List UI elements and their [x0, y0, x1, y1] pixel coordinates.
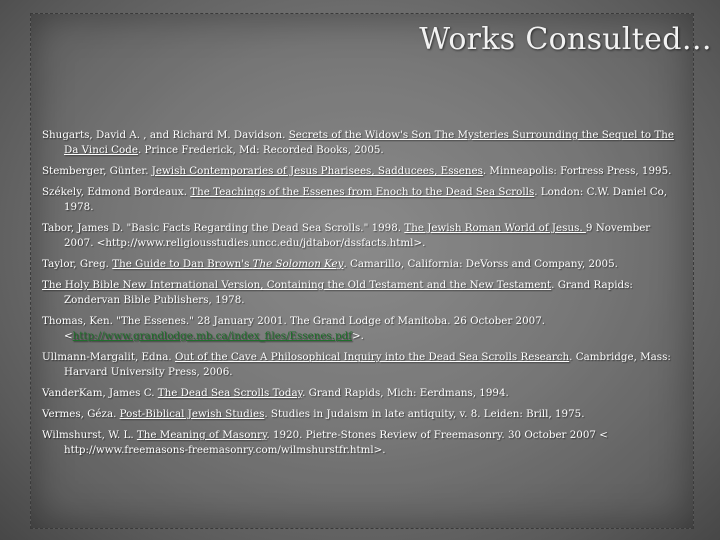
- reference-item: [42, 164, 678, 179]
- ref-text: . Studies in Judaism in late antiquity, v. 8. Leiden: Brill, 1975.: [264, 408, 585, 420]
- ref-title: The Teachings of the Essenes from Enoch to the Dead Sea Scrolls: [190, 186, 535, 198]
- ref-title: The Jewish Roman World of Jesus.: [404, 222, 586, 234]
- reference-item: [42, 314, 678, 344]
- ref-text: . Cambridge, Mass: Harvard University Press, 2006.: [64, 351, 671, 378]
- slide-title: Works Consulted…: [419, 22, 712, 57]
- ref-title: The Dead Sea Scrolls Today: [157, 387, 303, 399]
- ref-text: . London: C.W. Daniel Co, 1978.: [64, 186, 668, 213]
- ref-title: Jewish Contemporaries of Jesus Pharisees, Sadducees, Essenes: [151, 165, 483, 177]
- ref-text: Stemberger, Günter.: [42, 165, 152, 177]
- ref-text: Tabor, James D. "Basic Facts Regarding the Dead Sea Scrolls." 1998.: [42, 222, 405, 234]
- ref-text: >.: [352, 330, 364, 342]
- ref-text: . Minneapolis: Fortress Press, 1995.: [482, 165, 672, 177]
- ref-text: . 1920. Pietre-Stones Review of Freemasonry. 30 October 2007 < http://www.freemasons-freemasonry.com/wilmshurstfr.html>.: [64, 429, 608, 456]
- ref-text: Ullmann-Margalit, Edna.: [42, 351, 175, 363]
- ref-hyperlink[interactable]: http://www.grandlodge.mb.ca/index_files/Essenes.pdf: [72, 330, 352, 342]
- ref-title: Post-Biblical Jewish Studies: [119, 408, 265, 420]
- reference-item: [42, 428, 678, 458]
- ref-title: Secrets of the Widow's Son The Mysteries Surrounding the Sequel to The Da Vinci Code: [64, 129, 674, 156]
- reference-item: [42, 386, 678, 401]
- ref-text: . Camarillo, California: DeVorss and Company, 2005.: [343, 258, 618, 270]
- ref-title-part: The Guide to Dan Brown's: [112, 258, 253, 270]
- reference-item: [42, 278, 678, 308]
- reference-item: [42, 407, 678, 422]
- ref-text: Shugarts, David A. , and Richard M. Davidson.: [42, 129, 289, 141]
- ref-text: Wilmshurst, W. L.: [42, 429, 137, 441]
- reference-list: [42, 128, 678, 464]
- ref-text: VanderKam, James C.: [42, 387, 158, 399]
- reference-item: [42, 257, 678, 272]
- ref-text: . Grand Rapids, Mich: Eerdmans, 1994.: [302, 387, 509, 399]
- ref-title-italic: The Solomon Key: [252, 258, 344, 270]
- ref-title: The Holy Bible New International Version, Containing the Old Testament and the New Testament: [42, 279, 552, 291]
- ref-text: Vermes, Géza.: [42, 408, 120, 420]
- reference-item: [42, 350, 678, 380]
- ref-title: The Meaning of Masonry: [136, 429, 267, 441]
- reference-item: [42, 128, 678, 158]
- ref-text: . Prince Frederick, Md: Recorded Books, 2005.: [137, 144, 384, 156]
- ref-text: Taylor, Greg.: [42, 258, 113, 270]
- reference-item: [42, 185, 678, 215]
- ref-text: Thomas, Ken. "The Essenes." 28 January 2001. The Grand Lodge of Manitoba. 26 October 2007. <: [42, 315, 546, 342]
- reference-item: [42, 221, 678, 251]
- ref-text: Székely, Edmond Bordeaux.: [42, 186, 191, 198]
- ref-text: 9 November 2007. <http://www.religiousstudies.uncc.edu/jdtabor/dssfacts.html>.: [64, 222, 651, 249]
- ref-title: [112, 258, 343, 270]
- ref-text: . Grand Rapids: Zondervan Bible Publishers, 1978.: [64, 279, 633, 306]
- ref-title: Out of the Cave A Philosophical Inquiry into the Dead Sea Scrolls Research: [174, 351, 570, 363]
